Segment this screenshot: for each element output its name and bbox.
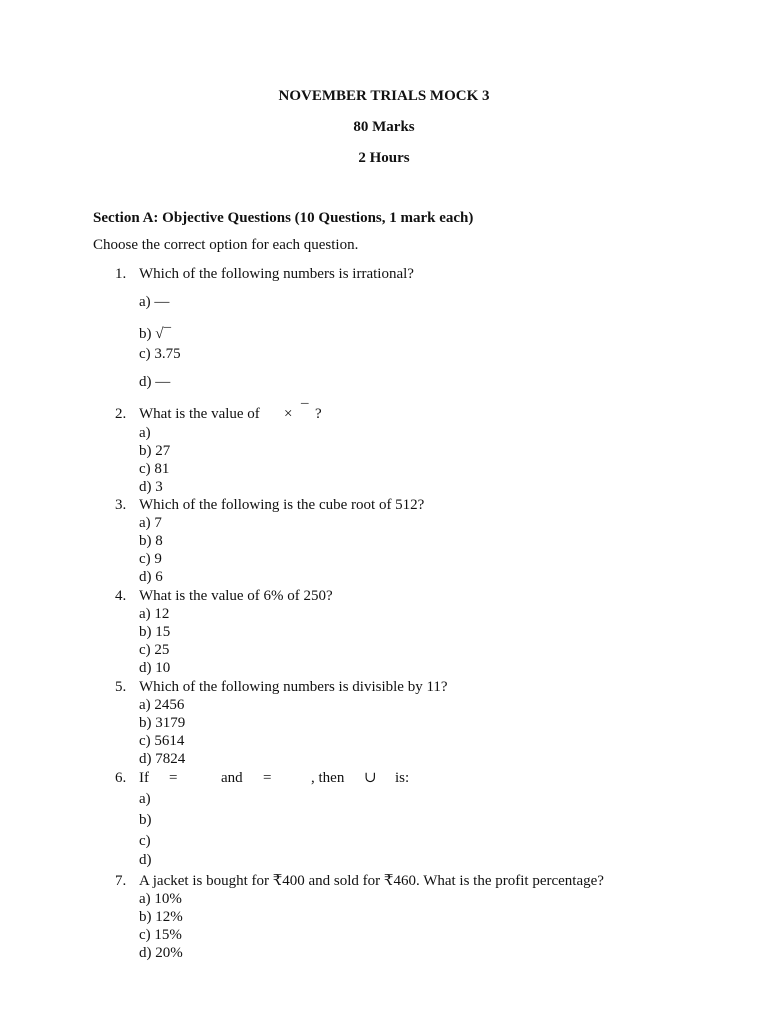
option-d: d) (139, 852, 152, 868)
equals-symbol: = (169, 770, 178, 786)
option-b: b) 27 (139, 443, 171, 459)
then-word: , then (311, 770, 345, 786)
times-symbol: × (284, 406, 293, 422)
option-c: c) 3.75 (139, 346, 181, 362)
option-d: d) 7824 (139, 751, 186, 767)
is-word: is: (395, 770, 410, 786)
option-a: a) — (139, 294, 170, 310)
option-b: b) 3179 (139, 715, 186, 731)
question-mark: ? (315, 406, 322, 422)
option-a: a) 2456 (139, 697, 185, 713)
question-text: A jacket is bought for ₹400 and sold for ₹460. What is the profit percentage? (139, 873, 604, 889)
option-b: b) 15 (139, 624, 171, 640)
question-number: 1. (115, 266, 127, 282)
union-symbol: ∪ (364, 770, 377, 786)
question-text: If (139, 770, 149, 786)
question-number: 7. (115, 873, 127, 889)
question-number: 6. (115, 770, 127, 786)
option-b: b) 12% (139, 909, 183, 925)
question-number: 3. (115, 497, 127, 513)
option-c: c) 5614 (139, 733, 185, 749)
question-text: Which of the following numbers is divisible by 11? (139, 679, 448, 695)
option-b: b) (139, 812, 152, 828)
and-word: and (221, 770, 243, 786)
option-c: c) 81 (139, 461, 170, 477)
section-instruction: Choose the correct option for each question. (93, 237, 359, 253)
option-c: c) (139, 833, 151, 849)
question-text: Which of the following is the cube root of 512? (139, 497, 425, 513)
option-a: a) (139, 791, 151, 807)
question-text: What is the value of 6% of 250? (139, 588, 333, 604)
exam-duration: 2 Hours (358, 150, 410, 166)
option-c: c) 9 (139, 551, 162, 567)
question-text: What is the value of (139, 406, 260, 422)
option-b: b) √¯ (139, 326, 171, 342)
question-number: 5. (115, 679, 127, 695)
option-a: a) 12 (139, 606, 170, 622)
option-d: d) 6 (139, 569, 163, 585)
question-number: 2. (115, 406, 127, 422)
total-marks: 80 Marks (353, 119, 415, 135)
section-heading: Section A: Objective Questions (10 Questions, 1 mark each) (93, 210, 474, 226)
option-d: d) — (139, 374, 171, 390)
option-c: c) 15% (139, 927, 182, 943)
equals-symbol: = (263, 770, 272, 786)
option-a: a) (139, 425, 151, 441)
option-d: d) 10 (139, 660, 171, 676)
option-a: a) 7 (139, 515, 162, 531)
option-d: d) 3 (139, 479, 163, 495)
option-b: b) 8 (139, 533, 163, 549)
bar-symbol: ¯ (301, 402, 309, 418)
option-c: c) 25 (139, 642, 170, 658)
question-number: 4. (115, 588, 127, 604)
option-d: d) 20% (139, 945, 183, 961)
question-text: Which of the following numbers is irrational? (139, 266, 414, 282)
option-a: a) 10% (139, 891, 182, 907)
exam-title: NOVEMBER TRIALS MOCK 3 (278, 88, 490, 104)
